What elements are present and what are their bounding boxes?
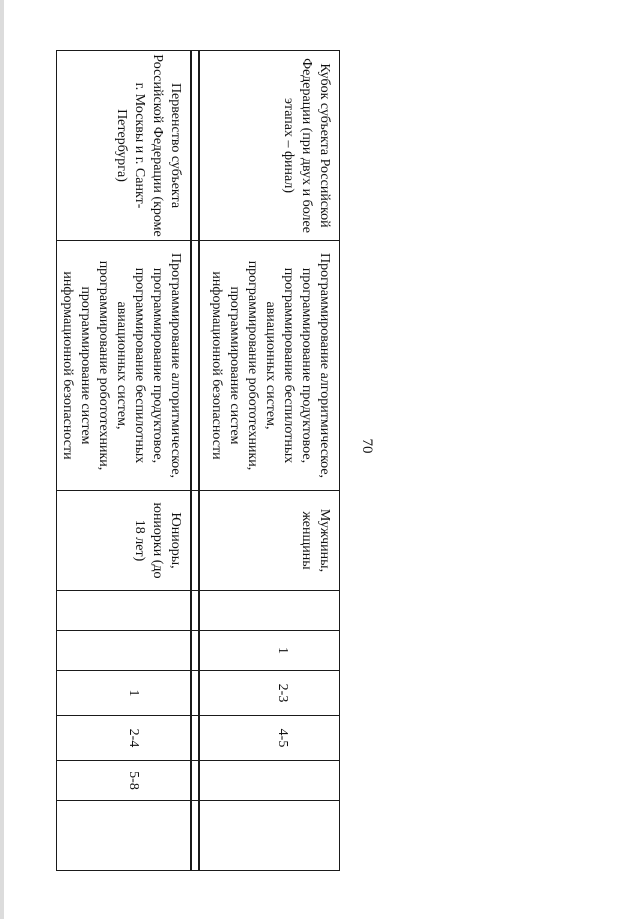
place-cell <box>57 591 192 631</box>
rotated-page <box>60 50 375 870</box>
ranking-table <box>56 50 340 871</box>
place-cell <box>57 801 192 871</box>
place-cell <box>199 761 340 801</box>
participants-text: Мужчины, женщины <box>299 508 332 573</box>
place-cell <box>57 631 192 671</box>
participants-text: Юниоры, юниорки (до 18 лет) <box>132 502 183 579</box>
participants-cell <box>199 491 340 591</box>
place-value: 1 <box>275 647 290 654</box>
place-cell <box>57 671 192 716</box>
place-value <box>142 631 190 670</box>
participants-cell <box>57 491 192 591</box>
place-cell <box>199 631 340 671</box>
disciplines-cell <box>57 241 192 491</box>
place-value: 5-8 <box>126 771 141 790</box>
place-value <box>142 801 190 870</box>
place-value: 2-3 <box>275 683 290 703</box>
place-value <box>291 801 339 870</box>
place-value: 1 <box>126 689 141 697</box>
place-value <box>291 761 339 800</box>
place-cell <box>57 716 192 761</box>
place-cell <box>199 671 340 716</box>
page-number: 70 <box>359 438 375 454</box>
place-cell <box>199 801 340 871</box>
table-divider-row <box>191 51 199 871</box>
competition-text: Кубок субъекта Российской Федерации (при двух и более этапах – финал) <box>281 58 332 233</box>
place-cell <box>199 716 340 761</box>
scan-edge <box>0 0 4 919</box>
competition-text: Первенство субъекта Российской Федерации (кроме г. Москвы и г. Санкт-Петербурга) <box>114 54 183 237</box>
place-value: 4-5 <box>275 728 290 748</box>
disciplines-cell <box>199 241 340 491</box>
place-value <box>142 591 190 630</box>
place-value: 2-4 <box>126 728 141 748</box>
place-value <box>291 591 339 630</box>
competition-cell <box>57 51 192 241</box>
place-cell <box>199 591 340 631</box>
table-row <box>57 51 192 871</box>
table-row <box>199 51 340 871</box>
place-cell <box>57 761 192 801</box>
competition-cell <box>199 51 340 241</box>
disciplines-text: Программирование алгоритмическое, программирование продуктовое, программирование беспилотных авиационных систем, программирование робототехники, программирование систем информационной безопасности <box>60 252 183 479</box>
disciplines-text: Программирование алгоритмическое, программирование продуктовое, программирование беспилотных авиационных систем, программирование робототехники, программирование систем информационной безопасности <box>209 252 332 479</box>
